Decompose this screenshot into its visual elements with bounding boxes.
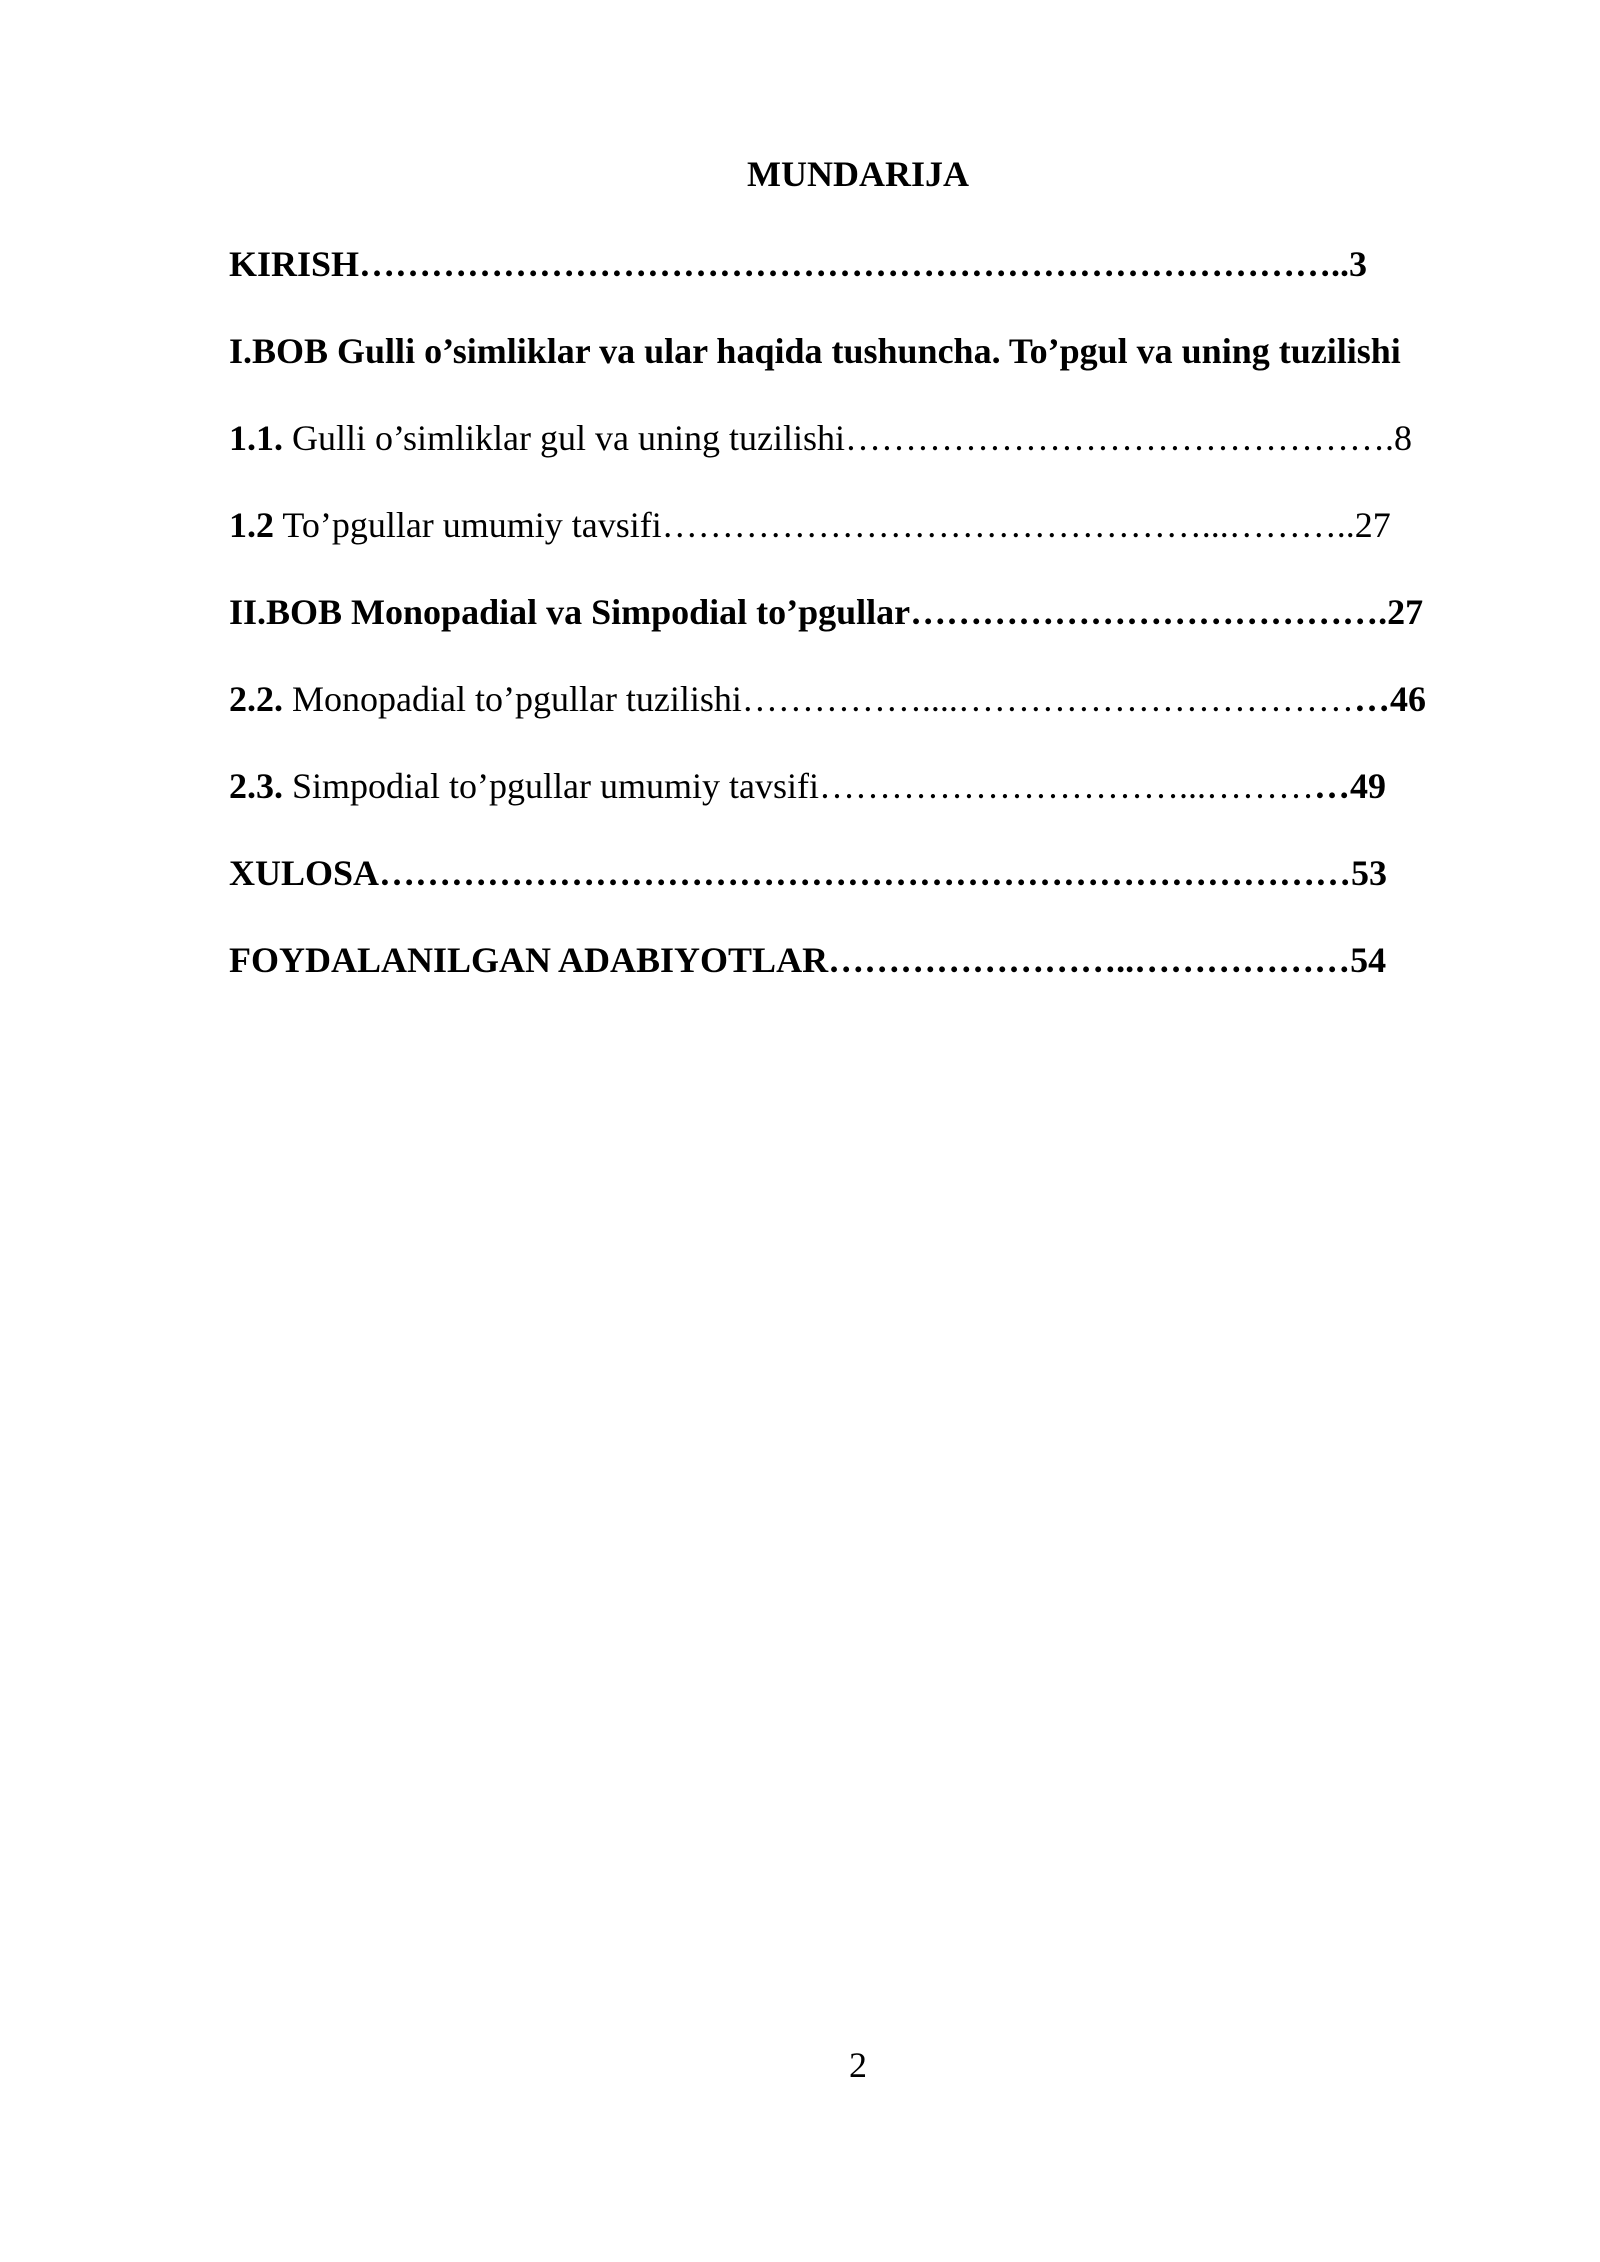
toc-entry-number: 1.1.	[229, 418, 283, 458]
toc-entry-section-2-2[interactable]	[229, 675, 1529, 762]
toc-entry-text: Simpodial to’pgullar umumiy tavsifi…………………………...………	[283, 766, 1314, 806]
toc-entry-text: I.BOB Gulli o’simliklar va ular haqida tushuncha. To’pgul va uning tuzilishi	[229, 331, 1401, 371]
toc-entry-page: …49	[1313, 766, 1386, 806]
toc-entry-number: 2.2.	[229, 679, 283, 719]
toc-entry-section-2-3[interactable]	[229, 762, 1529, 849]
page-title: MUNDARIJA	[747, 154, 969, 194]
toc-entry-number: 2.3.	[229, 766, 283, 806]
toc-entry-chapter-2[interactable]	[229, 588, 1529, 675]
toc-entry-text: KIRISH………………………………………………………………………..3	[229, 244, 1368, 284]
toc-entry-text: XULOSA………………………………………………………………………53	[229, 853, 1388, 893]
table-of-contents	[229, 240, 1529, 1023]
toc-entry-kirish[interactable]	[229, 240, 1529, 327]
toc-entry-text: II.BOB Monopadial va Simpodial to’pgullar………………………………….27	[229, 592, 1424, 632]
toc-entry-references[interactable]	[229, 936, 1529, 1023]
toc-entry-number: 1.2	[229, 505, 274, 545]
toc-entry-section-1-2[interactable]	[229, 501, 1529, 588]
toc-entry-text: To’pgullar umumiy tavsifi………………………………………...………..27	[274, 505, 1391, 545]
toc-entry-section-1-1[interactable]	[229, 414, 1529, 501]
toc-entry-xulosa[interactable]	[229, 849, 1529, 936]
page-number: 2	[849, 2045, 867, 2085]
toc-entry-chapter-1[interactable]	[229, 327, 1529, 414]
toc-entry-text: Monopadial to’pgullar tuzilishi……………....……………………………	[283, 679, 1354, 719]
toc-entry-text: Gulli o’simliklar gul va uning tuzilishi……………………………………….8	[283, 418, 1412, 458]
toc-entry-page: …46	[1353, 679, 1426, 719]
toc-entry-text: FOYDALANILGAN ADABIYOTLAR……………………..………………54	[229, 940, 1387, 980]
